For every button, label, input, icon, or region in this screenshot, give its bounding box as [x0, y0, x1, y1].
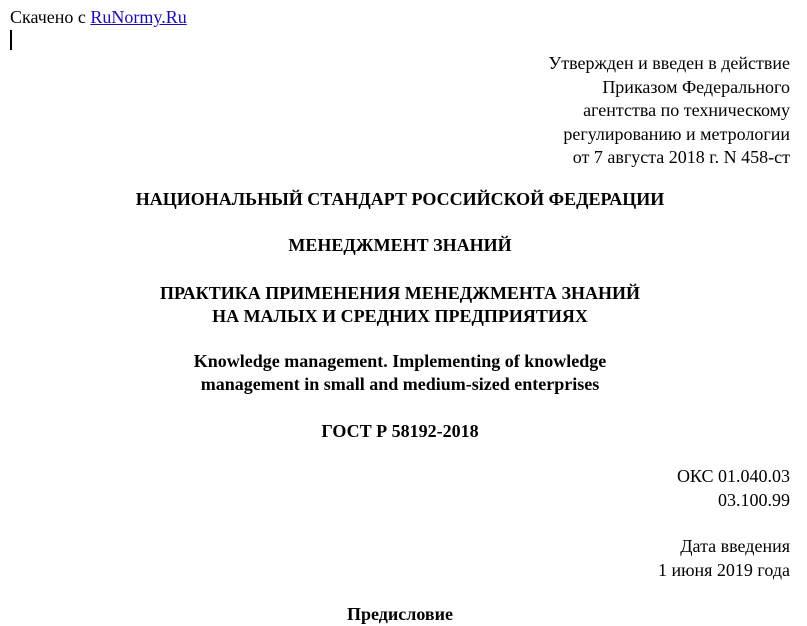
classification-line: 03.100.99 — [718, 489, 790, 510]
national-standard-heading: НАЦИОНАЛЬНЫЙ СТАНДАРТ РОССИЙСКОЙ ФЕДЕРАЦИИ — [135, 189, 665, 209]
gost-number: ГОСТ Р 58192-2018 — [321, 421, 479, 441]
text-cursor — [10, 30, 12, 50]
source-prefix: Скачено с — [10, 7, 91, 27]
approval-line: агентства по техническому — [583, 100, 790, 120]
classification-line: ОКС 01.040.03 — [676, 466, 790, 486]
document-title-sub — [0, 282, 800, 328]
approval-line: Приказом Федерального — [602, 76, 790, 97]
title-sub-line: НА МАЛЫХ И СРЕДНИХ ПРЕДПРИЯТИЯХ — [212, 306, 588, 326]
document-title-english — [0, 350, 800, 396]
foreword-heading: Предисловие — [347, 604, 453, 624]
introduction-line: Дата введения — [680, 536, 790, 556]
approval-block — [548, 52, 790, 170]
document-title-main: МЕНЕДЖМЕНТ ЗНАНИЙ — [288, 235, 512, 255]
classification-block — [677, 465, 790, 512]
approval-line: регулированию и метрологии — [563, 123, 790, 144]
title-sub-line: ПРАКТИКА ПРИМЕНЕНИЯ МЕНЕДЖМЕНТА ЗНАНИЙ — [159, 283, 641, 303]
title-en-line: management in small and medium-sized enterprises — [200, 374, 600, 394]
introduction-date-block — [658, 535, 790, 582]
source-link[interactable]: RuNormy.Ru — [90, 7, 187, 27]
approval-line: от 7 августа 2018 г. N 458-ст — [572, 147, 790, 167]
approval-line: Утвержден и введен в действие — [548, 53, 790, 73]
title-en-line: Knowledge management. Implementing of knowledge — [193, 351, 607, 371]
source-line — [10, 6, 187, 28]
introduction-line: 1 июня 2019 года — [657, 559, 790, 580]
